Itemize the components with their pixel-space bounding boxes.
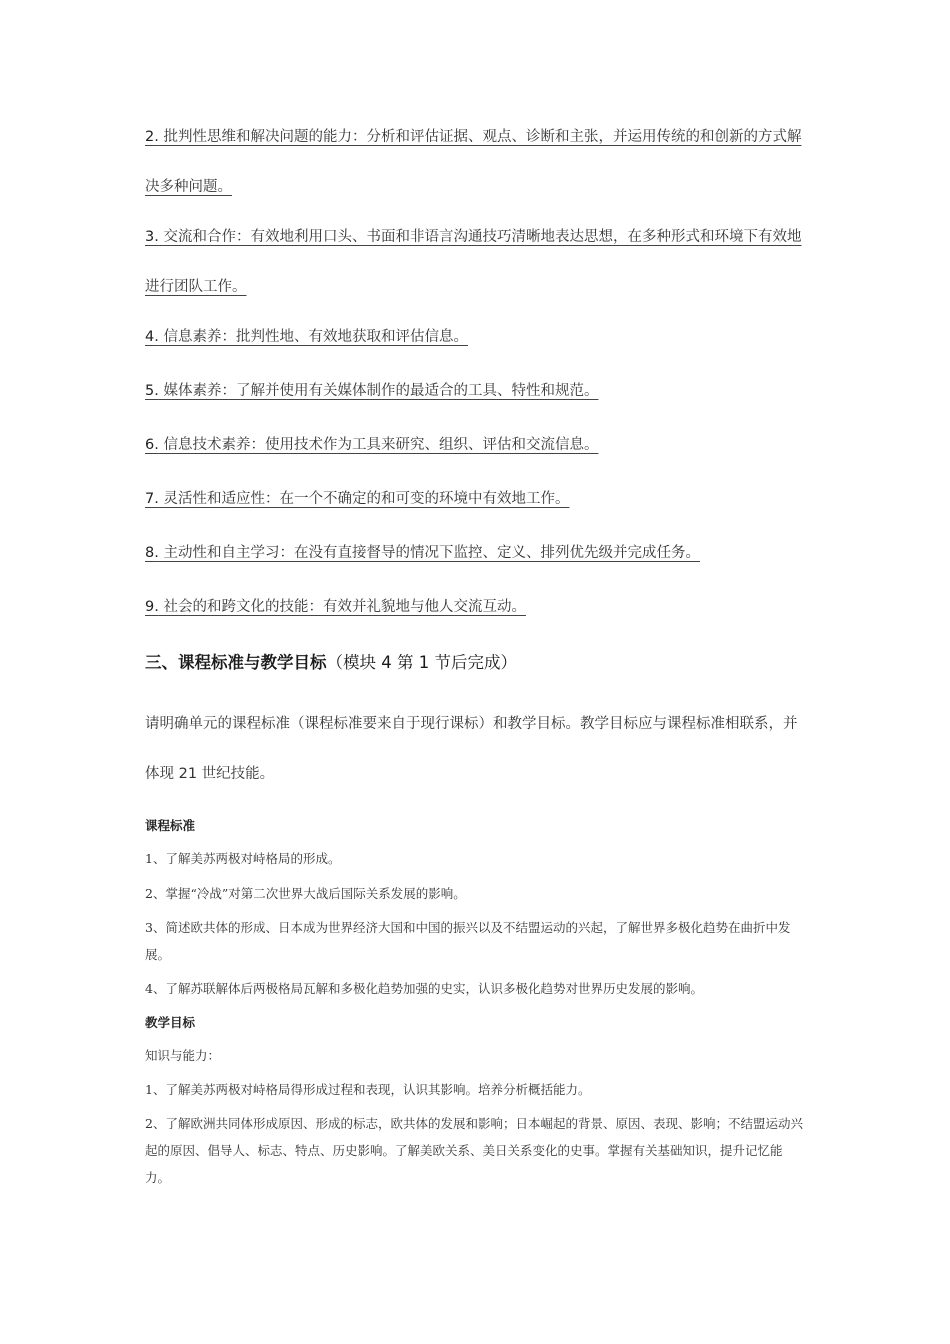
skill-text: 媒体素养：了解并使用有关媒体制作的最适合的工具、特性和规范。 — [163, 383, 599, 399]
objectives-item-1: 1、了解美苏两极对峙格局得形成过程和表现，认识其影响。培养分析概括能力。 — [145, 1082, 591, 1097]
skill-number: 7. — [145, 491, 159, 507]
curriculum-item-2: 2、掌握“冷战”对第二次世界大战后国际关系发展的影响。 — [145, 886, 466, 901]
curriculum-heading: 课程标准 — [145, 818, 196, 833]
skill-text: 信息技术素养：使用技术作为工具来研究、组织、评估和交流信息。 — [163, 437, 599, 453]
skill-text: 交流和合作：有效地利用口头、书面和非语言沟通技巧清晰地表达思想，在多种形式和环境下有效地进行团队工作。 — [145, 229, 802, 295]
curriculum-item-1: 1、了解美苏两极对峙格局的形成。 — [145, 851, 341, 866]
section-title-text: 三、课程标准与教学目标 — [145, 653, 327, 672]
skill-item-2 — [145, 112, 810, 212]
skill-text: 社会的和跨文化的技能：有效并礼貌地与他人交流互动。 — [163, 599, 526, 615]
objectives-subheading: 知识与能力： — [145, 1048, 221, 1063]
skill-text: 灵活性和适应性：在一个不确定的和可变的环境中有效地工作。 — [163, 491, 570, 507]
skill-number: 2. — [145, 129, 159, 145]
skill-item-7 — [145, 474, 810, 524]
skill-number: 9. — [145, 599, 159, 615]
skill-item-6 — [145, 420, 810, 470]
skill-item-9 — [145, 582, 810, 632]
section-title-note: （模块 4 第 1 节后完成） — [326, 653, 517, 672]
curriculum-item-3: 3、简述欧共体的形成、日本成为世界经济大国和中国的振兴以及不结盟运动的兴起，了解世界多极化趋势在曲折中发展。 — [145, 920, 791, 962]
skill-number: 8. — [145, 545, 159, 561]
skill-item-5 — [145, 366, 810, 416]
section-intro: 请明确单元的课程标准（课程标准要来自于现行课标）和教学目标。教学目标应与课程标准相联系，并体现 21 世纪技能。 — [145, 716, 798, 782]
skill-number: 3. — [145, 229, 159, 245]
skill-text: 主动性和自主学习：在没有直接督导的情况下监控、定义、排列优先级并完成任务。 — [163, 545, 700, 561]
skill-item-4 — [145, 312, 810, 362]
skill-number: 6. — [145, 437, 159, 453]
skill-number: 4. — [145, 329, 159, 345]
skill-item-8 — [145, 528, 810, 578]
objectives-heading: 教学目标 — [145, 1015, 196, 1030]
skill-text: 批判性思维和解决问题的能力：分析和评估证据、观点、诊断和主张，并运用传统的和创新的方式解决多种问题。 — [145, 129, 802, 195]
skill-number: 5. — [145, 383, 159, 399]
skill-text: 信息素养：批判性地、有效地获取和评估信息。 — [163, 329, 468, 345]
objectives-item-2: 2、了解欧洲共同体形成原因、形成的标志，欧共体的发展和影响；日本崛起的背景、原因、表现、影响；不结盟运动兴起的原因、倡导人、标志、特点、历史影响。了解美欧关系、美日关系变化的史事。掌握有关基础知识，提升记忆能力。 — [145, 1116, 803, 1185]
section-title — [145, 650, 517, 676]
curriculum-item-4: 4、了解苏联解体后两极格局瓦解和多极化趋势加强的史实，认识多极化趋势对世界历史发展的影响。 — [145, 981, 703, 996]
skill-item-3 — [145, 212, 810, 312]
